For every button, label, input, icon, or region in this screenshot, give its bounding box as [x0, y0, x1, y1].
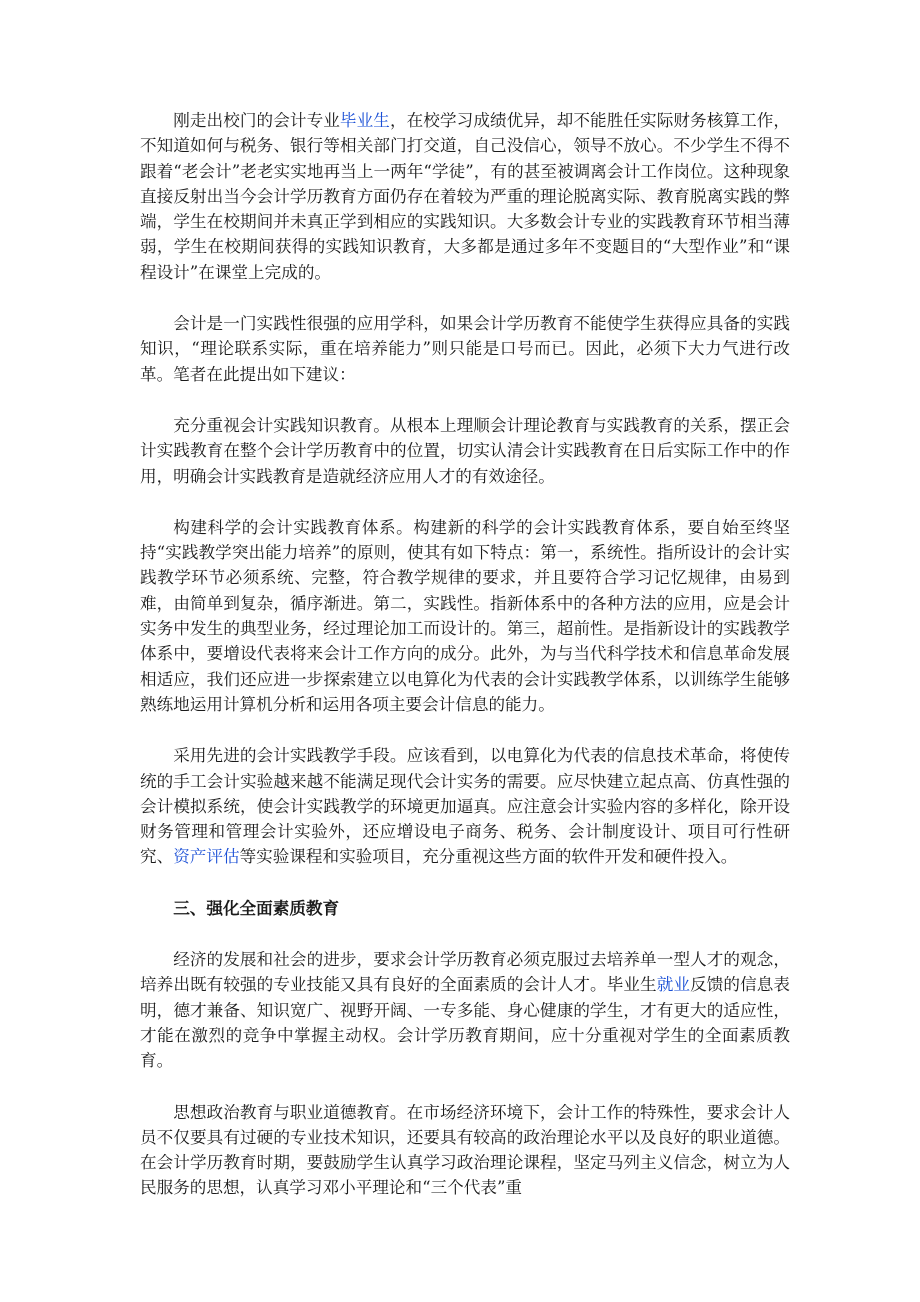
paragraph-1: [140, 108, 790, 285]
paragraph-1-text-b: ，在校学习成绩优异，却不能胜任实际财务核算工作，不知道如何与税务、银行等相关部门打交道，自己没信心，领导不放心。不少学生不得不跟着“老会计”老老实实地再当上一两年“学徒”，有的甚至被调离会计工作岗位。这种现象直接反射出当今会计学历教育方面仍存在着较为严重的理论脱离实际、教育脱离实践的弊端，学生在校期间并未真正学到相应的实践知识。大多数会计专业的实践教育环节相当薄弱，学生在校期间获得的实践知识教育，大多都是通过多年不变题目的“大型作业”和“课程设计”在课堂上完成的。: [140, 111, 791, 282]
paragraph-1-text-a: 刚走出校门的会计专业: [173, 111, 340, 130]
paragraph-7: 思想政治教育与职业道德教育。在市场经济环境下，会计工作的特殊性，要求会计人员不仅要具有过硬的专业技术知识，还要具有较高的政治理论水平以及良好的职业道德。在会计学历教育时期，要鼓励学生认真学习政治理论课程，坚定马列主义信念，树立为人民服务的思想，认真学习邓小平理论和“三个代表”重: [140, 1102, 790, 1198]
paragraph-6-text-a: 经济的发展和社会的进步，要求会计学历教育必须克服过去培养单一型人才的观念，培养出既有较强的专业技能又具有良好的全面素质的会计人才。毕业生: [140, 950, 790, 995]
section-heading: 三、强化全面素质教育: [173, 897, 340, 918]
document-body: [140, 108, 790, 1227]
paragraph-4: 构建科学的会计实践教育体系。构建新的科学的会计实践教育体系，要自始至终坚持“实践教学突出能力培养”的原则，使其有如下特点：第一，系统性。指所设计的会计实践教学环节必须系统、完整，符合教学规律的要求，并且要符合学习记忆规律，由易到难，由简单到复杂，循序渐进。第二，实践性。指新体系中的各种方法的应用，应是会计实务中发生的典型业务，经过理论加工而设计的。第三，超前性。是指新设计的实践教学体系中，要增设代表将来会计工作方向的成分。此外，为与当代科学技术和信息革命发展相适应，我们还应进一步探索建立以电算化为代表的会计实践教学体系，以训练学生能够熟练地运用计算机分析和运用各项主要会计信息的能力。: [140, 517, 790, 714]
paragraph-6: [140, 947, 790, 1073]
employment-link[interactable]: 就业: [656, 975, 691, 995]
paragraph-5: [140, 743, 790, 869]
graduate-link[interactable]: 毕业生: [339, 111, 390, 130]
paragraph-5-text-b: 等实验课程和实验项目，充分重视这些方面的软件开发和硬件投入。: [239, 847, 738, 867]
paragraph-5-text-a: 采用先进的会计实践教学手段。应该看到，以电算化为代表的信息技术革命，将使传统的手工会计实验越来越不能满足现代会计实务的需要。应尽快建立起点高、仿真性强的会计模拟系统，使会计实践教学的环境更加逼真。应注意会计实验内容的多样化，除开设财务管理和管理会计实验外，还应增设电子商务、税务、会计制度设计、项目可行性研究、: [140, 746, 790, 867]
paragraph-3: 充分重视会计实践知识教育。从根本上理顺会计理论教育与实践教育的关系，摆正会计实践教育在整个会计学历教育中的位置，切实认清会计实践教育在日后实际工作中的作用，明确会计实践教育是造就经济应用人才的有效途径。: [140, 415, 790, 486]
paragraph-6-text-b: 反馈的信息表明，德才兼备、知识宽广、视野开阔、一专多能、身心健康的学生，才有更大的适应性，才能在激烈的竞争中掌握主动权。会计学历教育期间，应十分重视对学生的全面素质教育。: [140, 975, 791, 1071]
asset-evaluation-link[interactable]: 资产评估: [173, 847, 240, 867]
paragraph-2: 会计是一门实践性很强的应用学科，如果会计学历教育不能使学生获得应具备的实践知识，“理论联系实际，重在培养能力”则只能是口号而已。因此，必须下大力气进行改革。笔者在此提出如下建议：: [140, 314, 790, 384]
